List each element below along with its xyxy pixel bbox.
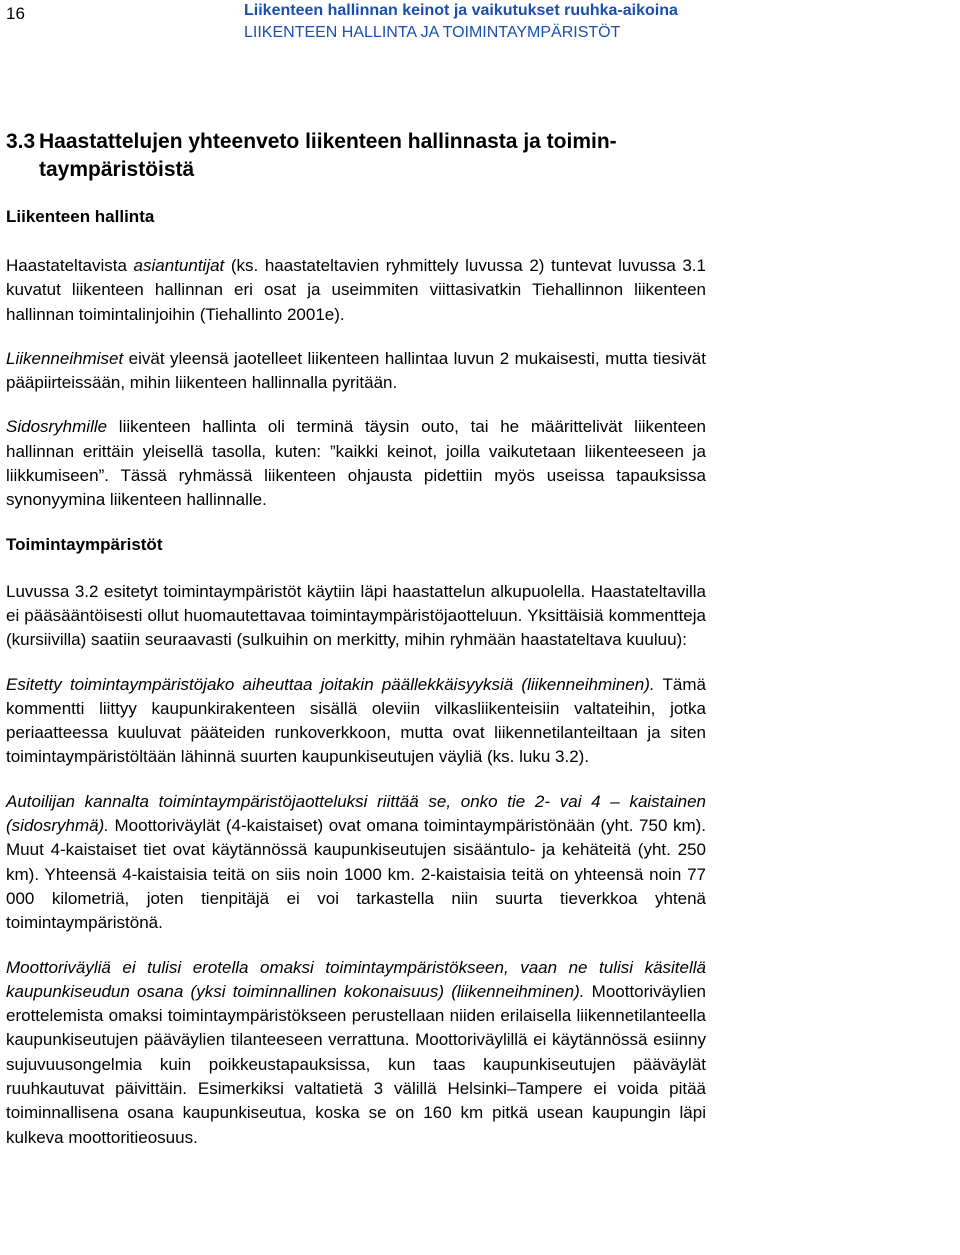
page-number: 16 <box>6 4 25 23</box>
paragraph: Luvussa 3.2 esitetyt toimintaympäristöt käytiin läpi haastattelun alkupuolella. Haastateltavilla ei pääsääntöisesti ollut huomautettavaa toimintaympäristöjaotteluun. Yksittäisiä kommentteja (kursiivilla) saatiin seuraavasti (sulkuihin on merkitty, mihin ryhmään haastateltava kuuluu): <box>6 581 706 650</box>
italic-comment: Moottoriväyliä ei tulisi erotella omaksi toimintaympäristökseen, vaan ne tulisi käsitellä kaupunkiseudun osana (yksi toiminnallinen kokonaisuus) (liikenneihminen). <box>6 957 706 1001</box>
paragraph <box>6 347 706 396</box>
paragraph <box>6 415 706 512</box>
italic-term: Liikenneihmiset <box>6 348 124 368</box>
text-run: eivät yleensä jaotelleet liikenteen hallintaa luvun 2 mukaisesti, mutta tiesivät pääpiirteissään, mihin liikenteen hallinnalla pyritään. <box>6 348 706 393</box>
text-run: Moottoriväylien erottelemista omaksi toimintaympäristökseen perustellaan niiden erilaisella liikennetilanteella kaupunkiseutujen pääväylien tilanteeseen verrattuna. Moottoriväylillä ei käytännössä esiinny sujuvuusongelmia kuin poikkeustapauksissa, kun taas kaupunkiseutujen pääväylät ruuhkautuvat päivittäin. Esimerkiksi valtatietä 3 välillä Helsinki–Tampere ei voida pitää toiminnallisena osana kaupunkiseutua, koska se on 160 km pitkä usean kaupungin läpi kulkeva moottoritieosuus. <box>6 981 706 1147</box>
running-title: Liikenteen hallinnan keinot ja vaikutukset ruuhka-aikoina <box>244 2 678 19</box>
running-head <box>244 0 678 44</box>
text-run: Haastateltavista <box>6 256 134 275</box>
paragraph <box>6 254 706 327</box>
paragraph <box>6 956 706 1150</box>
text-run: liikenteen hallinta oli terminä täysin outo, tai he määrittelivät liikenteen hallinnan erittäin yleisellä tasolla, kuten: ”kaikki keinot, joilla vaikutetaan liikenteeseen ja liikkumiseen”. Tässä ryhmässä liikenteen ohjausta pidettiin myös useissa tapauksissa synonyymina liikenteen hallinnalle. <box>6 417 706 510</box>
paragraph <box>6 673 706 770</box>
italic-term: Sidosryhmille <box>6 417 108 437</box>
italic-term: asiantuntijat <box>133 256 225 275</box>
text-run: Tämä kommentti liittyy kaupunkirakenteen sisällä oleviin vilkasliikenteisiin valtateihin, jotka periaatteessa kuuluvat pääteiden runkoverkkoon, mutta ovat liikennetilanteiltaan ja siten toimintaympäristöltään lähinnä suurten kaupunkiseutujen väyliä (ks. luku 3.2). <box>6 674 707 767</box>
subheading-toimintaymparistot: Toimintaympäristöt <box>6 534 163 554</box>
italic-comment: Autoilijan kannalta toimintaympäristöjaotteluksi riittää se, onko tie 2- vai 4 – kaistainen (sidosryhmä). <box>6 791 706 836</box>
running-subtitle: LIIKENTEEN HALLINTA JA TOIMINTAYMPÄRISTÖT <box>244 24 621 41</box>
page-body <box>6 128 706 1150</box>
text-run: (ks. haastateltavien ryhmittely luvussa 2) tuntevat luvussa 3.1 kuvatut liikenteen hallinnan eri osat ja useimmiten viittasivatkin Tiehallinnon liikenteen hallinnan toimintalinjoihin (Tiehallinto 2001e). <box>6 256 706 324</box>
paragraph <box>6 790 706 936</box>
section-number: 3.3 <box>6 130 36 153</box>
text-run: Moottoriväylät (4-kaistaiset) ovat omana toimintaympäristönään (yht. 750 km). Muut 4-kaistaiset tiet ovat käytännössä kaupunkiseutujen sisääntulo- ja kehäteitä (yht. 250 km). Yhteensä 4-kaistaisia teitä on siis noin 1000 km. 2-kaistaisia teitä on yhteensä noin 77 000 kilometriä, joten tienpitäjä ei voi tarkastella niin suurta tieverkkoa yhtenä toimintaympäristönä. <box>6 816 706 933</box>
section-title: Haastattelujen yhteenveto liikenteen hallinnasta ja toimin-taympäristöistä <box>39 130 617 181</box>
subheading-liikenteen-hallinta: Liikenteen hallinta <box>6 207 155 226</box>
section-heading <box>6 128 706 184</box>
page-header <box>0 0 960 50</box>
italic-comment: Esitetty toimintaympäristöjako aiheuttaa joitakin päällekkäisyyksiä (liikenneihminen). <box>6 674 655 694</box>
